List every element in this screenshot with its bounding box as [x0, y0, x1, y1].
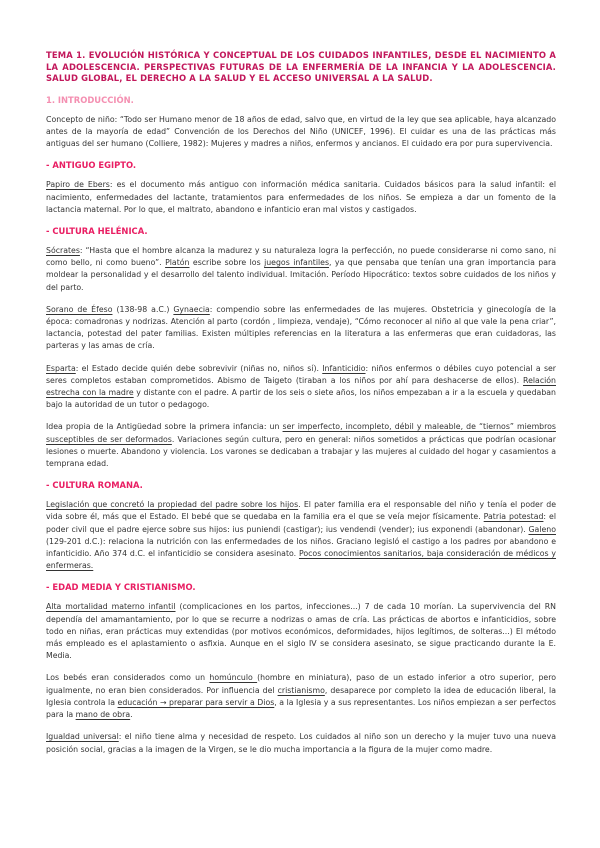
term-pocos-conocimientos: Pocos conocimientos sanitarios, baja consideración de médicos y enfermeras.	[46, 549, 556, 571]
text-span: escribe sobre los	[189, 258, 265, 268]
text-span: Los bebés eran considerados como un	[46, 673, 210, 683]
term-sorano: Sorano de Éfeso	[46, 304, 113, 314]
heading-edad-media: - EDAD MEDIA Y CRISTIANISMO.	[46, 582, 196, 593]
text-egipto: : es el documento más antiguo con información médica sanitaria. Cuidados básicos para la salud infantil: el nacimiento, enfermedades del lactante, tratamientos para enfermedades de los niños. Se empieza a dar un fomento de la lactancia maternal. Por lo que, el maltrato, abandono e infanticio eran mal vistos y castigados.	[46, 180, 556, 214]
term-esparta: Esparta	[46, 363, 76, 373]
paragraph-helenica-2	[46, 304, 556, 353]
term-patria-potestad: Patria potestad	[483, 512, 544, 522]
text-span: .	[130, 710, 133, 720]
term-relacion-madre: Relación estrecha con la madre	[46, 375, 556, 398]
text-span: . Variaciones según cultura, pero en general: niños sometidos a prácticas que podrían ocasionar lesiones o muerte. Abandono y violencia. Los varones se dedicaban a trabajar y las mujeres al cuidado del hogar y casamientos a temprana edad.	[46, 434, 556, 469]
paragraph-helenica-4	[46, 421, 556, 470]
heading-cultura-helenica: - CULTURA HELÉNICA.	[46, 226, 148, 236]
text-span: : compendio sobre las enfermedades de las mujeres. Obstetricia y ginecología de la época: comadronas y nodrizas. Atención al parto (cordón , limpieza, vendaje), “Cómo reconocer al niño al que vale la pena criar”, lactancia, potestad del pater familias. Existen múltiples referencias en la literatura a las enfermeras que eran cuidadoras, las parteras y las amas de cría.	[46, 304, 556, 351]
text-span: (138-98 a.C.)	[112, 304, 174, 314]
term-igualdad-universal: Igualdad universal	[46, 732, 119, 742]
paragraph-helenica-1	[46, 245, 556, 294]
text-span: : el poder civil que el padre ejerce sobre sus hijos: ius puniendi (castigar); ius vendendi (vender); ius exponendi (abandonar).	[46, 512, 556, 534]
paragraph-media-3	[46, 731, 556, 755]
document-title: TEMA 1. EVOLUCIÓN HISTÓRICA Y CONCEPTUAL DE LOS CUIDADOS INFANTILES, DESDE EL NACIMIENTO A LA ADOLESCENCIA. PERSPECTIVAS FUTURAS DE LA ENFERMERÍA DE LA INFANCIA Y LA ADOLESCENCIA. SALUD GLOBAL, EL DERECHO A LA SALUD Y EL ACCESO UNIVERSAL A LA SALUD.	[46, 50, 556, 84]
heading-antiguo-egipto: - ANTIGUO EGIPTO.	[46, 160, 137, 171]
text-span: y distante con el padre. A partir de los seis o siete años, los niños empezaban a ir a la escuela y quedaban bajo la autoridad de un tutor o pedagogo.	[46, 388, 556, 410]
term-papiro-ebers: Papiro de Ebers	[46, 180, 110, 190]
term-juegos-infantiles: juegos infantiles	[264, 258, 330, 268]
term-mano-obra: mano de obra	[75, 710, 131, 720]
term-galeno: Galeno	[528, 524, 556, 534]
paragraph-egipto	[46, 179, 556, 216]
text-span: , desaparece por completo la idea de educación liberal, la Iglesia controla la	[46, 685, 556, 707]
paragraph-introduccion: Concepto de niño: “Todo ser Humano menor de 18 años de edad, salvo que, en virtud de la ley que sea aplicable, haya alcanzado antes de la mayoría de edad” Convención de los Derechos del Niño (UNICEF, 1996). El cuidar es una de las prácticas más antiguas del ser humano (Colliere, 1982): Mujeres y madres a niños, enfermos y ancianos. El cuidado era por pura supervivencia.	[46, 114, 556, 149]
paragraph-media-1	[46, 601, 556, 662]
text-span: (129-201 d.C.): relaciona la nutrición con las enfermedades de los niños. Graciano legisló el castigo a los padres por abandono e infanticidio. Año 374 d.C. el infanticidio se considera asesinato.	[46, 536, 556, 559]
paragraph-helenica-3	[46, 363, 556, 412]
term-socrates: Sócrates	[46, 246, 80, 255]
text-span: , ya que pensaba que tenían una gran importancia para moldear la personalidad y el desarrollo del talento individual. Imitación. Período Hipocrático: textos sobre cuidados de los niños y del parto.	[46, 258, 556, 292]
term-alta-mortalidad: Alta mortalidad materno infantil	[46, 602, 176, 612]
text-span: . El pater familia era el responsable del niño y tenía el poder de vida sobre él, más que el Estado. El bebé que se quedaba en la familia era el que se veía mejor físicamente.	[46, 500, 556, 522]
term-homunculo: homúnculo	[209, 673, 258, 683]
heading-introduccion: 1. INTRODUCCIÓN.	[46, 94, 134, 105]
paragraph-romana	[46, 499, 556, 572]
term-educacion: educación → preparar para servir a Dios	[117, 697, 275, 707]
text-span: Idea propia de la Antigüedad sobre la primera infancia: un	[46, 422, 283, 432]
term-cristianismo: cristianismo	[277, 685, 325, 695]
term-infanticidio: Infanticidio	[322, 363, 366, 373]
text-span: : “Hasta que el hombre alcanza la madurez y su naturaleza logra la perfección, no puede considerarse ni como sano, ni como bello, ni como bueno”.	[46, 246, 556, 268]
text-span: : el Estado decide quién debe sobrevivir (niñas no, niños sí).	[75, 363, 323, 373]
text-span: : niños enfermos o débiles cuyo potencial a ser seres completos estaban comprometidos. Abismo de Taigeto (tiraban a los niños por ahí para deshacerse de ellos).	[46, 363, 557, 385]
term-ser-imperfecto: ser imperfecto, incompleto, débil y maleable, de “tiernos” miembros susceptibles de ser deformados	[46, 422, 556, 444]
term-gynaecia: Gynaecia	[173, 304, 210, 314]
text-span: , a la Iglesia y a sus representantes. Los niños empiezan a ser perfectos para la	[46, 697, 556, 720]
text-span: : el niño tiene alma y necesidad de respeto. Los cuidados al niño son un derecho y la mujer tuvo una nueva posición social, gracias a la imagen de la Virgen, se le dio mucha importancia a la figura de la mujer como madre.	[46, 732, 556, 754]
term-platon: Platón	[165, 258, 190, 268]
term-legislacion: Legislación que concretó la propiedad del padre sobre los hijos	[46, 500, 299, 510]
text-span: (hombre en miniatura), paso de un estado inferior a otro superior, pero igualmente, no eran bien considerados. Por influencia del	[46, 673, 556, 695]
text-span: (complicaciones en los partos, infecciones...) 7 de cada 10 morían. La supervivencia del RN dependía del amamantamiento, por lo que se recurre a nodrizas o amas de cría. Las prácticas de abortos e infanticidios, sobre todo en niñas, eran prácticas muy extendidas (por motivos económicos, deformidades, hijos legítimos, de solteras...) El método más empleado es el aplastamiento o asfixia. Aunque en el siglo IV se considera asesinato, se sigue practicando durante la E. Media.	[46, 602, 557, 661]
heading-cultura-romana: - CULTURA ROMANA.	[46, 480, 143, 491]
paragraph-media-2	[46, 672, 556, 721]
